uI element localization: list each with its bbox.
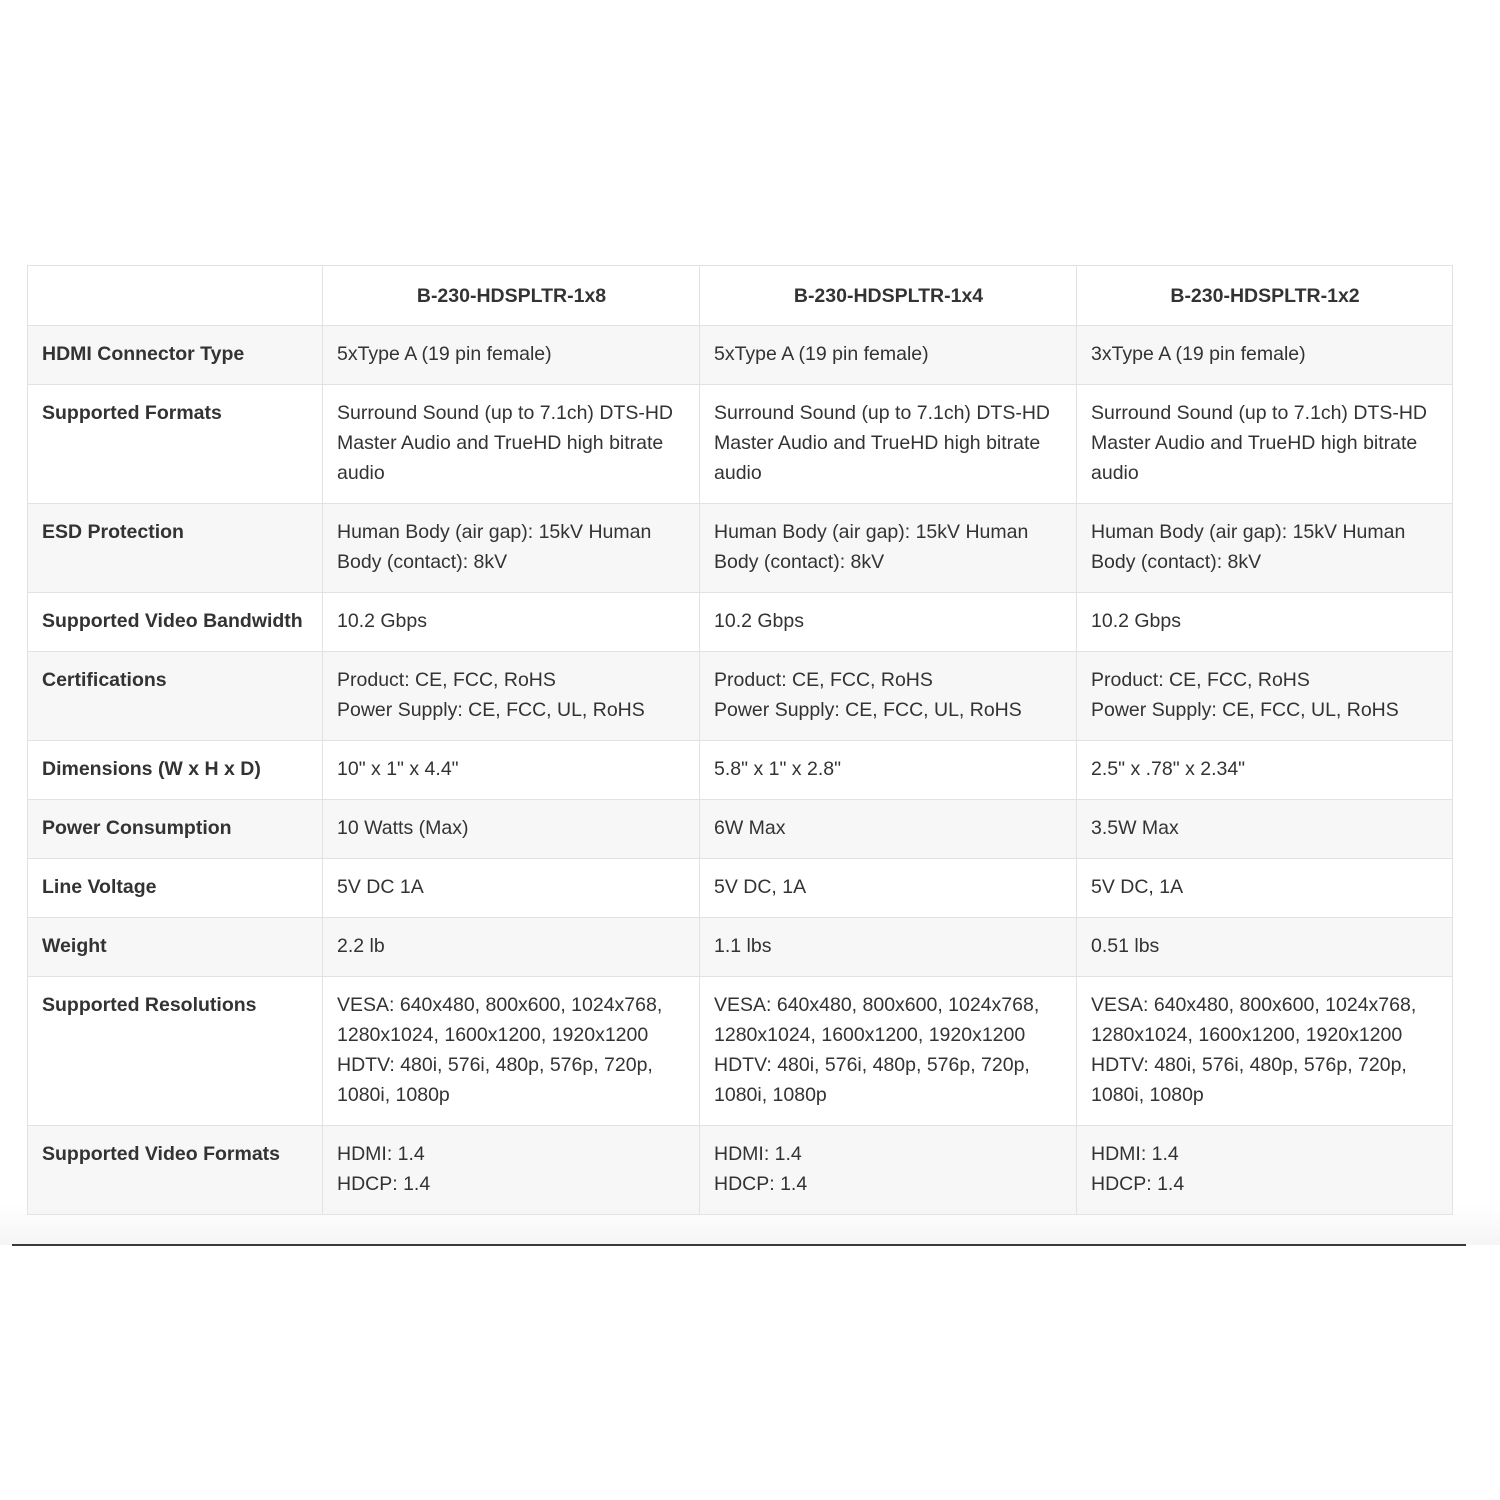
cell-text: 10.2 Gbps bbox=[1091, 610, 1181, 632]
table-row bbox=[28, 504, 1453, 593]
cell-text: VESA: 640x480, 800x600, 1024x768, 1280x1024, 1600x1200, 1920x1200 bbox=[337, 994, 663, 1046]
table-header-row bbox=[28, 266, 1453, 326]
table-cell bbox=[323, 593, 700, 652]
cell-text: 5.8" x 1" x 2.8" bbox=[714, 758, 841, 780]
cell-text: VESA: 640x480, 800x600, 1024x768, 1280x1024, 1600x1200, 1920x1200 bbox=[714, 994, 1040, 1046]
table-row bbox=[28, 1126, 1453, 1215]
row-label: Supported Video Formats bbox=[28, 1126, 323, 1215]
cell-text: Power Supply: CE, FCC, UL, RoHS bbox=[1091, 699, 1399, 721]
table-row bbox=[28, 800, 1453, 859]
table-cell bbox=[700, 977, 1077, 1126]
table-cell bbox=[700, 385, 1077, 504]
cell-text: 5V DC, 1A bbox=[714, 876, 807, 898]
table-cell bbox=[323, 800, 700, 859]
cell-text: 2.2 lb bbox=[337, 935, 385, 957]
cell-text: Surround Sound (up to 7.1ch) DTS-HD Master Audio and TrueHD high bitrate audio bbox=[1091, 402, 1427, 484]
table-cell bbox=[1077, 800, 1453, 859]
table-cell bbox=[1077, 326, 1453, 385]
table-row bbox=[28, 918, 1453, 977]
cell-text: HDTV: 480i, 576i, 480p, 576p, 720p, 1080i, 1080p bbox=[714, 1054, 1030, 1106]
cell-text: Product: CE, FCC, RoHS bbox=[1091, 669, 1310, 691]
cell-text: Product: CE, FCC, RoHS bbox=[337, 669, 556, 691]
table-cell bbox=[323, 652, 700, 741]
table-row bbox=[28, 652, 1453, 741]
header-cell-model-1x4: B-230-HDSPLTR-1x4 bbox=[700, 266, 1077, 326]
cell-text: HDMI: 1.4 bbox=[337, 1143, 425, 1165]
cell-text: 2.5" x .78" x 2.34" bbox=[1091, 758, 1246, 780]
table-cell bbox=[700, 859, 1077, 918]
row-label: Supported Formats bbox=[28, 385, 323, 504]
cell-text: Human Body (air gap): 15kV Human Body (contact): 8kV bbox=[714, 521, 1029, 573]
row-label: Supported Resolutions bbox=[28, 977, 323, 1126]
table-cell bbox=[323, 326, 700, 385]
table-cell bbox=[700, 504, 1077, 593]
cell-text: HDCP: 1.4 bbox=[714, 1173, 808, 1195]
spec-table-container bbox=[27, 265, 1452, 1215]
table-cell bbox=[323, 385, 700, 504]
table-row bbox=[28, 326, 1453, 385]
table-cell bbox=[1077, 652, 1453, 741]
cell-text: 5V DC, 1A bbox=[1091, 876, 1184, 898]
cell-text: 10.2 Gbps bbox=[714, 610, 804, 632]
table-cell bbox=[323, 504, 700, 593]
cell-text: Power Supply: CE, FCC, UL, RoHS bbox=[714, 699, 1022, 721]
table-cell bbox=[1077, 385, 1453, 504]
cell-text: HDTV: 480i, 576i, 480p, 576p, 720p, 1080i, 1080p bbox=[337, 1054, 653, 1106]
row-label: Weight bbox=[28, 918, 323, 977]
table-cell bbox=[700, 741, 1077, 800]
cell-text: HDTV: 480i, 576i, 480p, 576p, 720p, 1080i, 1080p bbox=[1091, 1054, 1407, 1106]
cell-text: 0.51 lbs bbox=[1091, 935, 1160, 957]
header-cell-model-1x8: B-230-HDSPLTR-1x8 bbox=[323, 266, 700, 326]
cell-text: VESA: 640x480, 800x600, 1024x768, 1280x1024, 1600x1200, 1920x1200 bbox=[1091, 994, 1417, 1046]
table-cell bbox=[323, 741, 700, 800]
table-row bbox=[28, 593, 1453, 652]
table-cell bbox=[700, 918, 1077, 977]
cell-text: 1.1 lbs bbox=[714, 935, 772, 957]
header-cell-model-1x2: B-230-HDSPLTR-1x2 bbox=[1077, 266, 1453, 326]
cell-text: HDMI: 1.4 bbox=[714, 1143, 802, 1165]
table-row bbox=[28, 977, 1453, 1126]
cell-text: HDCP: 1.4 bbox=[1091, 1173, 1185, 1195]
cell-text: 5xType A (19 pin female) bbox=[337, 343, 552, 365]
table-cell bbox=[700, 652, 1077, 741]
table-cell bbox=[323, 918, 700, 977]
table-cell bbox=[1077, 504, 1453, 593]
row-label: Supported Video Bandwidth bbox=[28, 593, 323, 652]
cell-text: 3.5W Max bbox=[1091, 817, 1179, 839]
cell-text: Human Body (air gap): 15kV Human Body (contact): 8kV bbox=[1091, 521, 1406, 573]
bottom-divider bbox=[12, 1244, 1466, 1246]
cell-text: 10 Watts (Max) bbox=[337, 817, 469, 839]
table-cell bbox=[323, 977, 700, 1126]
table-body bbox=[28, 326, 1453, 1215]
cell-text: 5V DC 1A bbox=[337, 876, 424, 898]
row-label: Certifications bbox=[28, 652, 323, 741]
cell-text: 10.2 Gbps bbox=[337, 610, 427, 632]
cell-text: Human Body (air gap): 15kV Human Body (contact): 8kV bbox=[337, 521, 652, 573]
cell-text: 3xType A (19 pin female) bbox=[1091, 343, 1306, 365]
cell-text: 10" x 1" x 4.4" bbox=[337, 758, 459, 780]
cell-text: Surround Sound (up to 7.1ch) DTS-HD Master Audio and TrueHD high bitrate audio bbox=[714, 402, 1050, 484]
table-cell bbox=[323, 859, 700, 918]
spec-comparison-table bbox=[27, 265, 1453, 1215]
cell-text: Product: CE, FCC, RoHS bbox=[714, 669, 933, 691]
row-label: Line Voltage bbox=[28, 859, 323, 918]
table-cell bbox=[700, 593, 1077, 652]
row-label: Power Consumption bbox=[28, 800, 323, 859]
table-cell bbox=[700, 326, 1077, 385]
row-label: ESD Protection bbox=[28, 504, 323, 593]
table-cell bbox=[1077, 977, 1453, 1126]
cell-text: HDMI: 1.4 bbox=[1091, 1143, 1179, 1165]
table-cell bbox=[1077, 593, 1453, 652]
table-row bbox=[28, 741, 1453, 800]
cell-text: Surround Sound (up to 7.1ch) DTS-HD Master Audio and TrueHD high bitrate audio bbox=[337, 402, 673, 484]
cell-text: 6W Max bbox=[714, 817, 786, 839]
table-cell bbox=[323, 1126, 700, 1215]
table-cell bbox=[1077, 741, 1453, 800]
cell-text: HDCP: 1.4 bbox=[337, 1173, 431, 1195]
table-row bbox=[28, 859, 1453, 918]
row-label: Dimensions (W x H x D) bbox=[28, 741, 323, 800]
table-cell bbox=[1077, 1126, 1453, 1215]
table-row bbox=[28, 385, 1453, 504]
table-cell bbox=[700, 800, 1077, 859]
table-cell bbox=[1077, 859, 1453, 918]
header-cell-empty bbox=[28, 266, 323, 326]
cell-text: 5xType A (19 pin female) bbox=[714, 343, 929, 365]
table-cell bbox=[700, 1126, 1077, 1215]
table-cell bbox=[1077, 918, 1453, 977]
row-label: HDMI Connector Type bbox=[28, 326, 323, 385]
cell-text: Power Supply: CE, FCC, UL, RoHS bbox=[337, 699, 645, 721]
